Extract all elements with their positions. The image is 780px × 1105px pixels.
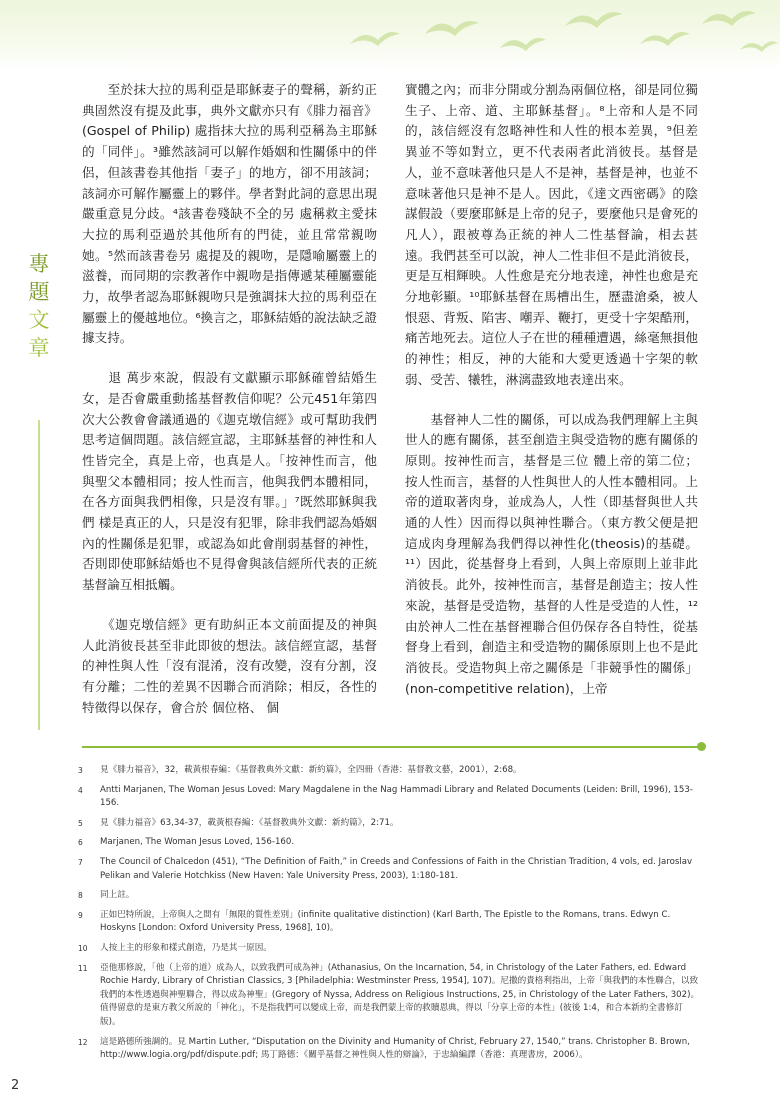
footnote: 8 同上註。 (78, 890, 135, 901)
footnote: 3 見《腓力福音》，32，載黃根春編：《基督教典外文獻：新約篇》，全四冊（香港：基督教文藝，2001），2:68。 (78, 765, 522, 775)
paragraph: 退 萬步來說，假設有文獻顯示耶穌確曾結婚生女，是否會嚴重動搖基督教信仰呢？公元451年第四次大公教會會議通過的《迦克墩信經》或可幫助我們思考這個問題。該信經宣認，主耶穌基督的神性和人性皆完全，真是上帝，也真是人。「按神性而言，他與聖父本體相同；按人性而言，他與我們本體相同，在各方面與我們相像，只是沒有罪。」⁷既然耶穌與我們 樣是真正的人，只是沒有犯罪，除非我們認為婚姻內的性關係是犯罪，或認為如此會削弱基督的神性，否則即使耶穌結婚也不見得會與該信經所代表的正統基督論互相抵觸。 (82, 370, 377, 593)
flying-birds-decoration (330, 4, 780, 64)
footnote: 11 亞他那修說，「他（上帝的道）成為人，以致我們可成為神」(Athanasius, On the Incarnation, 54, in Christology of the Later Fathers, ed. Edward Rochie Hardy, Library of Christian Classics, 3 [Philadelphia: Westminster Press, 1954], 107)。尼撒的貴格利指出，上帝「與我們的本性聯合，以致我們的本性透過與神聖聯合，得以成為神聖」(Gregory of Nyssa, Address on Religious Instructions, 25, in Christology of the Later Fathers, 302)。值得留意的是東方教父所說的「神化」，不是指我們可以變成上帝，而是我們蒙上帝的救贖恩典，得以「分享上帝的本性」(彼後 1:4，和合本新約全書修訂版)。 (78, 962, 700, 1027)
section-label-char: 文 (28, 308, 50, 332)
separator-dot (697, 742, 706, 751)
page-number: 2 (11, 1078, 20, 1093)
footnote: 10 人按上主的形象和樣式創造，乃是其一原因。 (78, 942, 272, 953)
left-column (82, 80, 377, 718)
footnote: 6 Marjanen, The Woman Jesus Loved, 156-160. (78, 837, 295, 848)
paragraph: 《迦克墩信經》更有助糾正本文前面提及的神與人此消彼長甚至非此即彼的想法。該信經宣認，基督的神性與人性「沒有混淆，沒有改變，沒有分割，沒有分離；二性的差異不因聯合而消除；相反，各性的特徵得以保存，會合於 個位格、 個 (82, 616, 377, 715)
paragraph: 至於抹大拉的馬利亞是耶穌妻子的聲稱，新約正典固然沒有提及此事，典外文獻亦只有《腓力福音》(Gospel of Philip) 處指抹大拉的馬利亞稱為主耶穌的「同伴」。³雖然該詞可以解作婚姻和性關係中的伴侶，但該書卷其他指「妻子」的地方，卻不用該詞；該詞亦可解作屬靈上的夥伴。學者對此詞的意思出現嚴重意見分歧。⁴該書卷殘缺不全的另 處稱救主愛抹大拉的馬利亞過於其他所有的門徒，並且常常親吻她。⁵然而該書卷另 處提及的親吻，是隱喻屬靈上的滋養，而同期的宗教著作中親吻是指傳遞某種屬靈能力，故學者認為耶穌親吻只是強調抹大拉的馬利亞在屬靈上的優越地位。⁶換言之，耶穌結婚的說法缺乏證據支持。 (82, 82, 377, 346)
footnote: 12 這是路德所強調的。見 Martin Luther, “Disputation on the Divinity and Humanity of Christ, February 27, 1540,” trans. Christopher B. Brown, http://www.logia.org/pdf/dispute.pdf; 馬丁路德：《關乎基督之神性與人性的辯論》，于忠綸編譯（香港：真理書房，2006）。 (78, 1036, 690, 1061)
footnote-separator (82, 746, 699, 748)
footnote: 9 正如巴特所說，上帝與人之間有「無限的質性差別」(infinite qualitative distinction) (Karl Barth, The Epistle to the Romans, trans. Edwyn C. Hoskyns [London: Oxford University Press, 1968], 10)。 (78, 909, 671, 934)
section-label-char: 題 (28, 280, 50, 304)
header-banner (0, 0, 780, 70)
paragraph: 基督神人二性的關係，可以成為我們理解上主與世人的應有關係，甚至創造主與受造物的應有關係的原則。按神性而言，基督是三位 體上帝的第二位；按人性而言，基督的人性與世人的人性本體相同。上帝的道取著肉身，並成為人，人性（即基督與世人共通的人性）因而得以與神性聯合。（東方教父便是把這成肉身理解為我們得以神性化(theosis)的基礎。¹¹）因此，從基督身上看到，人與上帝原則上並非此消彼長。此外，按神性而言，基督是創造主；按人性來說，基督是受造物，基督的人性是受造的人性，¹²由於神人二性在基督裡聯合但仍保存各自特性，從基督身上看到，創造主和受造物的關係原則上也不是此消彼長。受造物與上帝之關係是「非競爭性的關係」(non-competitive relation)，上帝 (405, 411, 698, 696)
footnote: 4 Antti Marjanen, The Woman Jesus Loved: Mary Magdalene in the Nag Hammadi Library and Related Documents (Leiden: Brill, 1996), 153-156. (78, 784, 693, 809)
footnote: 7 The Council of Chalcedon (451), “The Definition of Faith,” in Creeds and Confessions of Faith in the Christian Tradition, 4 vols, ed. Jaroslav Pelikan and Valerie Hotchkiss (New Haven: Yale University Press, 2003), 1:180-181. (78, 856, 693, 881)
section-label-char: 專 (28, 252, 50, 276)
footnotes (78, 764, 703, 1069)
section-label-char: 章 (28, 336, 50, 360)
footnote: 5 見《腓力福音》63,34-37，載黃根春編：《基督教典外文獻：新約篇》，2:71。 (78, 817, 399, 828)
paragraph: 實體之內；而非分開或分割為兩個位格，卻是同位獨生子、上帝、道、主耶穌基督」。⁸上帝和人是不同的，該信經沒有忽略神性和人性的根本差異，⁹但差異並不等如對立，更不代表兩者此消彼長。基督是人，並不意味著他只是人不是神，基督是神，也並不意味著他只是神不是人。因此，《達文西密碼》的陰謀假設（要麼耶穌是上帝的兒子，要麼他只是會死的凡人），跟被尊為正統的神人二性基督論，相去甚遠。我們甚至可以說，神人二性非但不是此消彼長，更是互相輝映。人性愈是充分地表達，神性也愈是充分地彰顯。¹⁰耶穌基督在馬槽出生，歷盡滄桑，被人恨惡、背叛、陷害、嘲弄、鞭打，更受十字架酷刑，痛苦地死去。這位人子在世的種種遭遇，絲毫無損他的神性；相反，神的大能和大愛更透過十字架的軟弱、受苦、犧牲，淋漓盡致地表達出來。 (405, 82, 698, 387)
side-rule (38, 420, 40, 730)
section-label (28, 250, 50, 362)
right-column (405, 80, 698, 699)
